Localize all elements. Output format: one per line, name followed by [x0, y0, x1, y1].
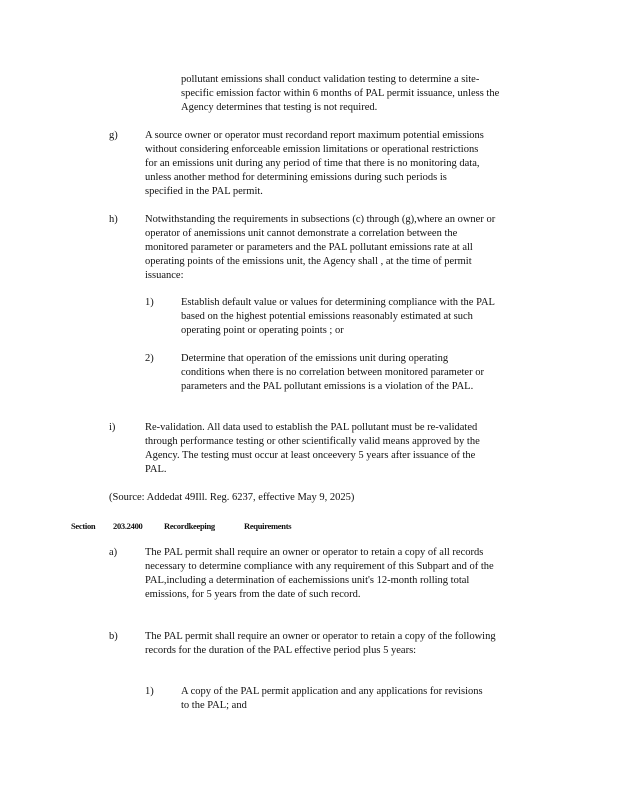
section-item-a-text: The PAL permit shall require an owner or operator to retain a copy of all records necessary to determine compliance with any requirement of this Subpart and of the PAL,including a determination of eachemissions unit's 12-month rolling total emissions, for 5 years from the date of such record.: [145, 547, 494, 600]
section-number: 203.2400: [113, 521, 143, 531]
source-note: (Source: Addedat 49Ill. Reg. 6237, effective May 9, 2025): [109, 492, 355, 503]
section-title-word2: Requirements: [244, 521, 292, 531]
item-h2-text: Determine that operation of the emissions unit during operating conditions when there is no correlation between monitored parameter or parameters and the PAL pollutant emissions is a violation of the PAL.: [181, 353, 484, 392]
item-g-marker: g): [109, 130, 118, 141]
item-h1-marker: 1): [145, 297, 154, 308]
section-label: Section: [71, 521, 96, 531]
section-item-b1-marker: 1): [145, 686, 154, 697]
item-i-text: Re-validation. All data used to establish the PAL pollutant must be re-validated through performance testing or other scientifically valid means approved by the Agency. The testing must occur at least onceevery 5 years after issuance of the PAL.: [145, 422, 480, 475]
section-item-a-marker: a): [109, 547, 118, 558]
section-item-b-marker: b): [109, 631, 118, 642]
continuation-paragraph: pollutant emissions shall conduct validation testing to determine a site-specific emission factor within 6 months of PAL permit issuance, unless the Agency determines that testing is not required.: [181, 74, 500, 113]
item-h1-text: Establish default value or values for determining compliance with the PAL based on the highest potential emissions reasonably estimated at such operating point or operating points ; or: [181, 297, 495, 336]
section-item-b-text: The PAL permit shall require an owner or operator to retain a copy of the following records for the duration of the PAL effective period plus 5 years:: [145, 631, 496, 656]
item-i-marker: i): [109, 422, 116, 433]
item-h-text: Notwithstanding the requirements in subsections (c) through (g),where an owner or operator of anemissions unit cannot demonstrate a correlation between the monitored parameter or parameters and the PAL pollutant emissions rate at all operating points of the emissions unit, the Agency shall , at the time of permit issuance:: [145, 214, 496, 281]
section-title-word1: Recordkeeping: [164, 521, 215, 531]
item-h-marker: h): [109, 214, 118, 225]
section-item-b1-text: A copy of the PAL permit application and any applications for revisions to the PAL; and: [181, 686, 483, 711]
item-g-text: A source owner or operator must recordand report maximum potential emissions without considering enforceable emission limitations or operational restrictions for an emissions unit during any period of time that there is no monitoring data, unless another method for determining emissions during such periods is specified in the PAL permit.: [145, 130, 484, 197]
item-h2-marker: 2): [145, 353, 154, 364]
